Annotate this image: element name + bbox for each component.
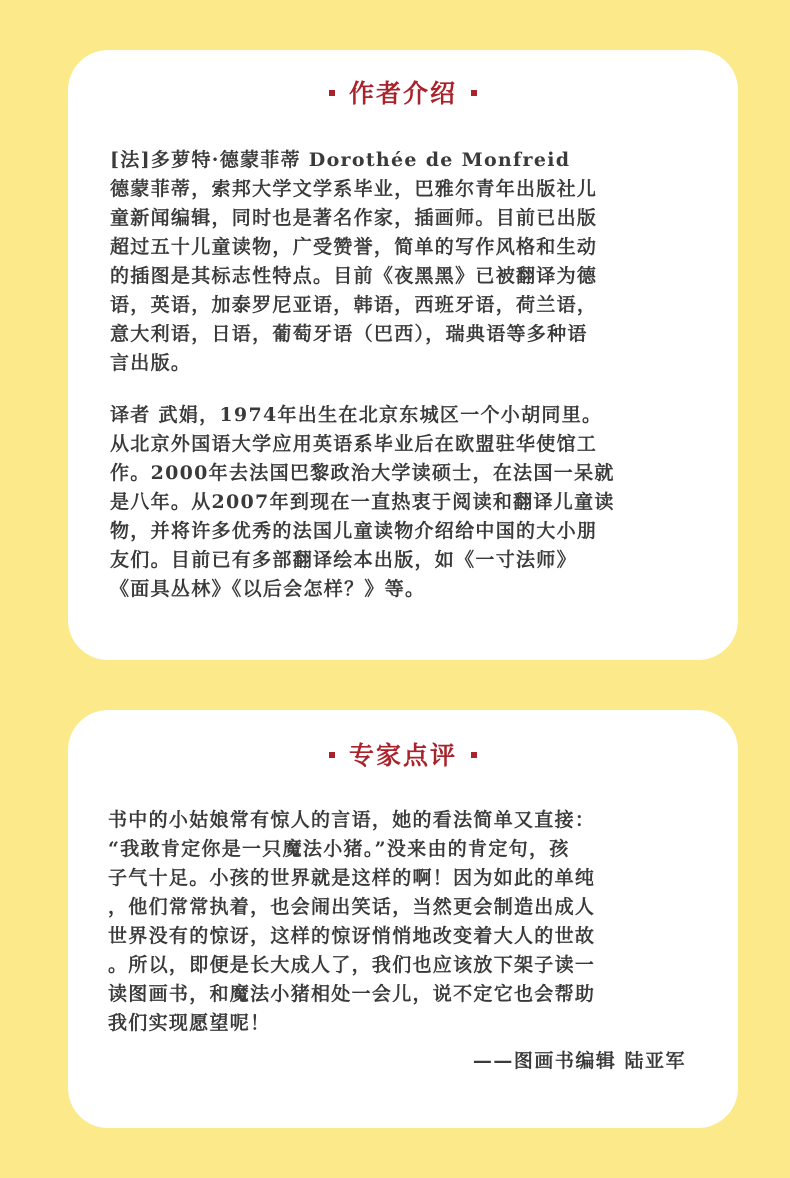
translator-line: 译者 武娟，1974年出生在北京东城区一个小胡同里。	[110, 404, 603, 426]
review-line: 读图画书，和魔法小猪相处一会儿，说不定它也会帮助	[108, 983, 596, 1005]
review-line: 书中的小姑娘常有惊人的言语，她的看法简单又直接：	[108, 809, 596, 831]
author-line: 的插图是其标志性特点。目前《夜黑黑》已被翻译为德	[110, 265, 598, 287]
review-signature: ——图画书编辑 陆亚军	[472, 1050, 686, 1072]
review-line: ，他们常常执着，也会闹出笑话，当然更会制造出成人	[108, 896, 596, 918]
author-line: [法]多萝特·德蒙菲蒂 Dorothée de Monfreid	[110, 149, 571, 171]
author-intro-card	[68, 50, 738, 660]
title-dot-left	[329, 90, 335, 96]
review-line: 。所以，即便是长大成人了，我们也应该放下架子读一	[108, 954, 596, 976]
author-line: 意大利语，日语，葡萄牙语（巴西），瑞典语等多种语	[110, 323, 588, 345]
paragraph-gap	[110, 378, 615, 401]
translator-line: 从北京外国语大学应用英语系毕业后在欧盟驻华使馆工	[110, 433, 598, 455]
translator-line: 《面具丛林》《以后会怎样？》等。	[110, 578, 426, 600]
expert-review-title: 专家点评	[68, 736, 738, 772]
translator-line: 是八年。从2007年到现在一直热衷于阅读和翻译儿童读	[110, 491, 615, 513]
review-line: 世界没有的惊讶，这样的惊讶悄悄地改变着大人的世故	[108, 925, 596, 947]
author-line: 超过五十儿童读物，广受赞誉，简单的写作风格和生动	[110, 236, 598, 258]
title-dot-right	[471, 752, 477, 758]
title-dot-left	[329, 752, 335, 758]
translator-line: 作。2000年去法国巴黎政治大学读硕士，在法国一呆就	[110, 462, 615, 484]
expert-review-card	[68, 710, 738, 1128]
author-intro-title: 作者介绍	[68, 74, 738, 110]
author-intro-text	[110, 146, 615, 604]
author-line: 童新闻编辑，同时也是著名作家，插画师。目前已出版	[110, 207, 598, 229]
review-line: “我敢肯定你是一只魔法小猪。”没来由的肯定句，孩	[108, 838, 570, 860]
author-line: 语，英语，加泰罗尼亚语，韩语，西班牙语，荷兰语，	[110, 294, 598, 316]
review-line: 我们实现愿望呢！	[108, 1012, 271, 1034]
title-dot-right	[471, 90, 477, 96]
author-line: 德蒙菲蒂，索邦大学文学系毕业，巴雅尔青年出版社儿	[110, 178, 598, 200]
translator-line: 友们。目前已有多部翻译绘本出版，如《一寸法师》	[110, 549, 577, 571]
review-line: 子气十足。小孩的世界就是这样的啊！因为如此的单纯	[108, 867, 596, 889]
author-line: 言出版。	[110, 352, 192, 374]
expert-review-text	[108, 806, 595, 1038]
translator-line: 物，并将许多优秀的法国儿童读物介绍给中国的大小朋	[110, 520, 598, 542]
